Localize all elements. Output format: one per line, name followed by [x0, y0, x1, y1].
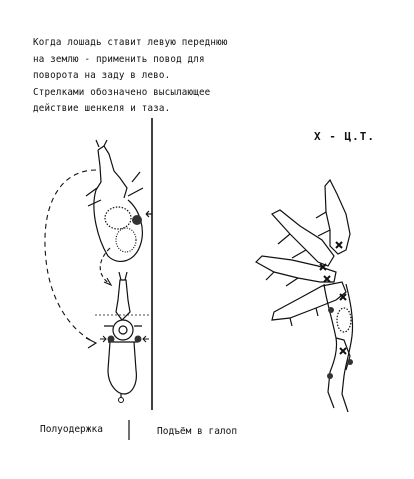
turn-path-dashed-inner: [100, 248, 110, 284]
rider-leg-marker: [108, 336, 115, 343]
caption-line: Когда лошадь ставит левую переднюю: [33, 37, 228, 48]
center-of-gravity-legend: Х - Ц.Т.: [314, 130, 375, 143]
horse-rearing-sequence: [256, 180, 353, 412]
rider-leg-marker: [327, 373, 333, 379]
caption-line: на землю - применить повод для: [33, 53, 205, 65]
caption-line: поворота на заду в лево.: [33, 70, 171, 81]
label-canter-depart: Подъём в галоп: [157, 426, 238, 437]
rider-leg-marker: [328, 307, 334, 313]
label-half-halt: Полуодержка: [40, 424, 103, 435]
arrow-icon: [143, 336, 149, 342]
arrow-icon: [100, 336, 106, 342]
tail-marker: [119, 398, 124, 403]
horse-top-view-upper: [86, 140, 143, 261]
rider-leg-marker: [132, 215, 142, 225]
arrow-icon: [86, 338, 96, 348]
turn-path-dashed: [45, 170, 96, 342]
arrow-icon: [146, 211, 152, 217]
caption-line: Стрелками обозначено высылающее: [33, 86, 211, 98]
caption-line: действие шенкеля и таза.: [33, 103, 171, 114]
rider-leg-marker: [135, 336, 142, 343]
rider-leg-marker: [347, 359, 353, 365]
